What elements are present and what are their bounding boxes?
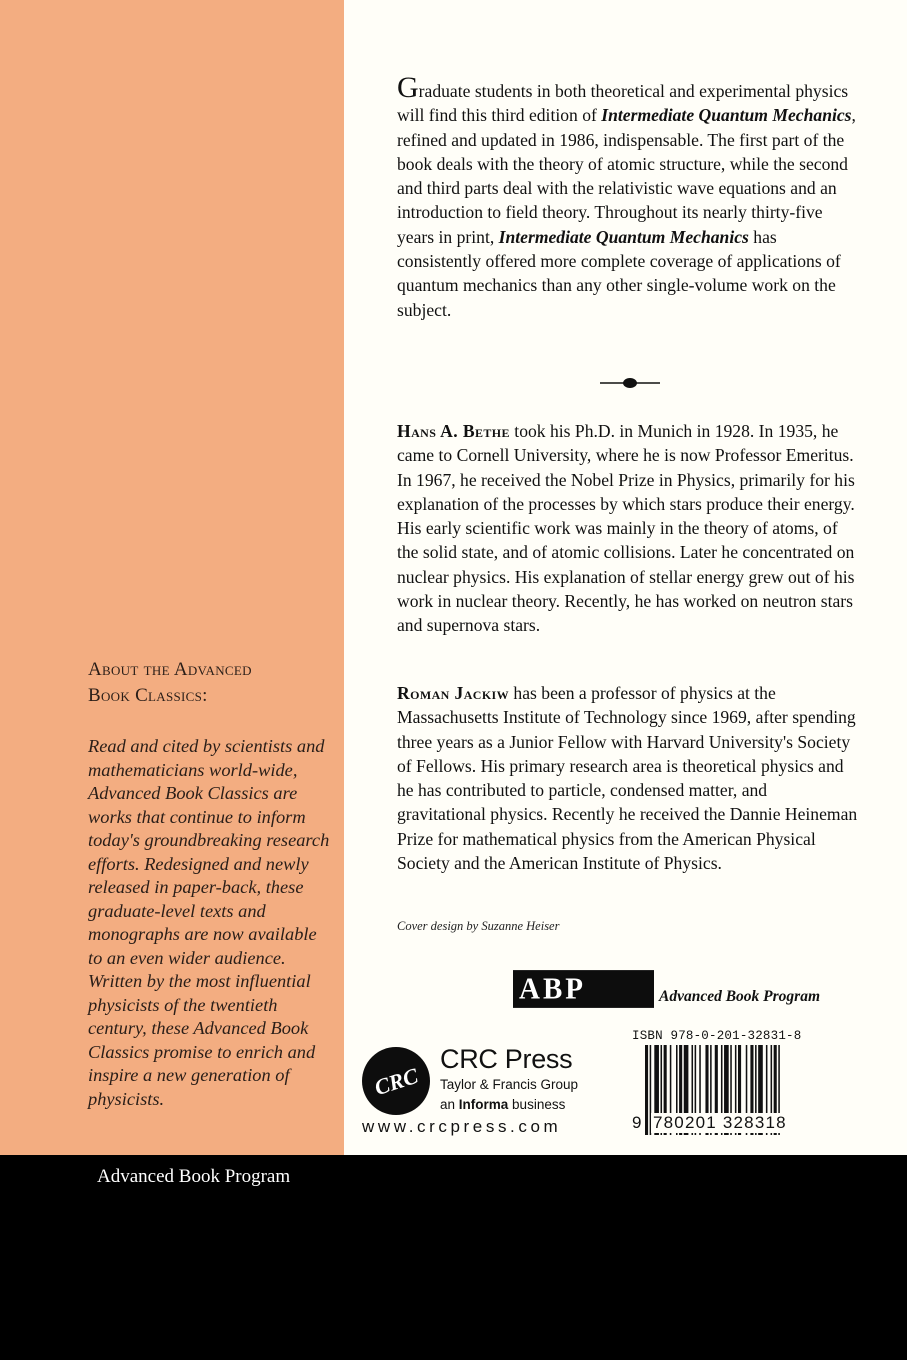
crc-subtitle: Taylor & Francis Group [440, 1077, 579, 1092]
bio-jackiw [397, 681, 859, 875]
crc-press-title: CRC Press [440, 1044, 573, 1074]
bottom-band-label: Advanced Book Program [97, 1166, 291, 1187]
barcode-digits: 780201 328318 [653, 1113, 787, 1132]
description-part3: has consistently offered more complete coverage of applications of quantum mechanics than any other single-volume work on the subject. [397, 226, 841, 320]
cover-design-credit: Cover design by Suzanne Heiser [397, 919, 560, 933]
bio-jackiw-text: has been a professor of physics at the Massachusetts Institute of Technology since 1969, after spending three years as a Junior Fellow with Harvard University's Society of Fellows. His primary research area is theoretical physics and he has contributed to particle, condensed matter, and gravitational physics. Recently he received the Dannie Heineman Prize for mathematical physics from the American Physical Society and the American Institute of Physics. [397, 683, 858, 874]
about-heading-line1: About the Advanced [88, 659, 252, 680]
abp-label: Advanced Book Program [659, 988, 821, 1005]
author-name-jackiw: Roman Jackiw [397, 683, 510, 703]
abp-logo: ABP [513, 970, 654, 1008]
sidebar-panel [0, 0, 344, 1160]
book-description [397, 71, 859, 322]
divider-ornament [598, 374, 662, 390]
about-text: Read and cited by scientists and mathematicians world-wide, Advanced Book Classics are works that continue to inform today's groundbreaking research efforts. Redesigned and newly released in paper-back, these graduate-level texts and monographs are now available to an even wider audience. Written by the most influential physicists of the twentieth century, these Advanced Book Classics promise to enrich and inspire a new generation of physicists. [88, 736, 330, 1109]
barcode-bar [645, 1045, 648, 1135]
description-part1: raduate students in both theoretical and experimental physics will find this third edition of [397, 81, 849, 126]
crc-url: www.crcpress.com [362, 1117, 562, 1136]
description-part2: , refined and updated in 1986, indispensable. The first part of the book deals with the theory of atomic structure, while the second and third parts deal with the relativistic wave equations and an introduction to field theory. Throughout its nearly thirty-five years in print, [397, 105, 856, 247]
author-name-bethe: Hans A. Bethe [397, 421, 510, 441]
book-title-1: Intermediate Quantum Mechanics [601, 105, 852, 126]
barcode-lead-digit: 9 [632, 1113, 642, 1132]
crc-logo-icon [361, 1046, 431, 1116]
drop-cap: G [397, 71, 419, 104]
crc-informa-line [440, 1097, 565, 1112]
about-heading-line2: Book Classics: [88, 685, 208, 706]
informa-prefix: an [440, 1097, 459, 1112]
crc-logo-text: CRC [371, 1062, 421, 1101]
about-heading [88, 657, 328, 709]
book-title-2: Intermediate Quantum Mechanics [498, 226, 749, 247]
bio-bethe-text: took his Ph.D. in Munich in 1928. In 1935, he came to Cornell University, where he is now Professor Emeritus. In 1967, he received the Nobel Prize in Physics, primarily for his explanation of the processes by which stars produce their energy. His early scientific work was mainly in the theory of atoms, of the solid state, and of atomic collisions. Later he concentrated on nuclear physics. His explanation of stellar energy grew out of his work in nuclear theory. Recently, he has worked on neutron stars and supernova stars. [397, 421, 855, 636]
bio-bethe [397, 419, 859, 638]
informa-brand: Informa [458, 1097, 509, 1112]
isbn-label: ISBN 978-0-201-32831-8 [632, 1029, 802, 1043]
informa-suffix: business [508, 1097, 566, 1112]
